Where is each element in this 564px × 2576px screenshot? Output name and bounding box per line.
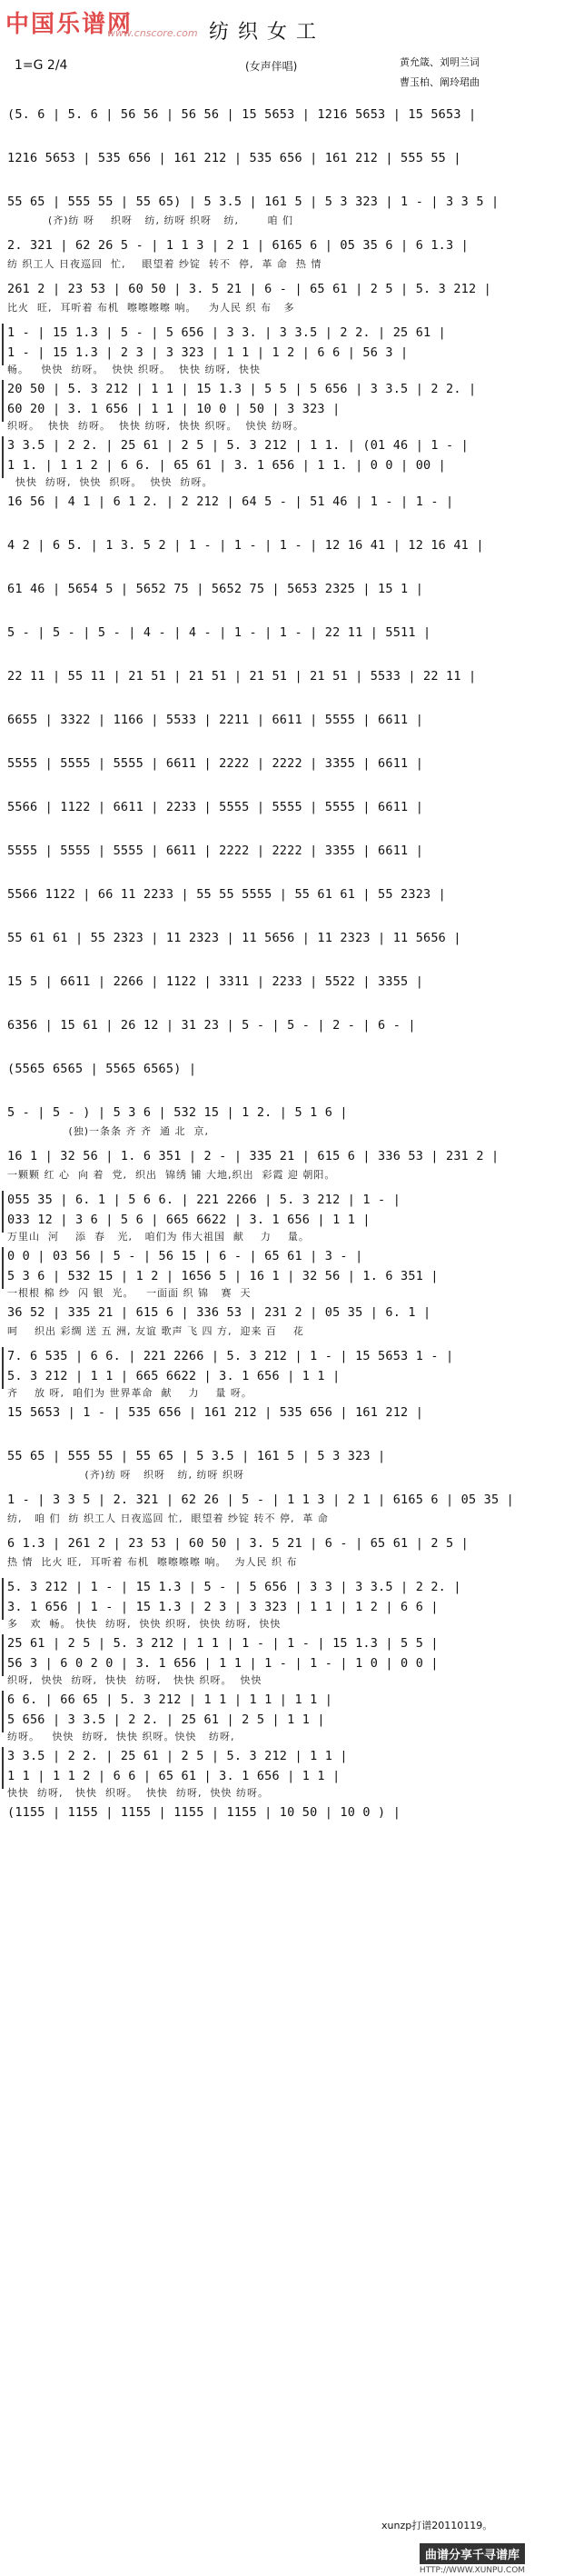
notation-line: 055 35 | 6. 1 | 5 6 6. | 221 2266 | 5. 3 212 | 1 - | [7, 1193, 401, 1207]
score-row [0, 1243, 564, 1300]
score-row [0, 1013, 564, 1056]
notation-line: 22 11 | 55 11 | 21 51 | 21 51 | 21 51 | 21 51 | 5533 | 22 11 | [7, 669, 477, 684]
lyric-line: 万里山 河 添 春 光, 咱们为 伟大祖国 献 力 量。 [7, 1231, 310, 1243]
score-row [0, 1143, 564, 1187]
lyric-line: 快快 纺呀, 快快 织呀。 快快 纺呀。 [7, 476, 213, 488]
notation-line: 1216 5653 | 535 656 | 161 212 | 535 656 | 161 212 | 555 55 | [7, 151, 461, 165]
score-row [0, 189, 564, 233]
notation-line: 55 65 | 555 55 | 55 65) | 5 3.5 | 161 5 | 5 3 323 | 1 - | 3 3 5 | [7, 195, 500, 209]
notation-line-lower: 60 20 | 3. 1 656 | 1 1 | 10 0 | 50 | 3 323 | [7, 402, 341, 416]
notation-line-lower: 5 656 | 3 3.5 | 2 2. | 25 61 | 2 5 | 1 1 | [7, 1712, 325, 1727]
composer-credit: 曹玉柏、阐玲珺曲 [400, 76, 480, 88]
score-row [0, 1531, 564, 1574]
score-row [0, 1100, 564, 1143]
brand-name: 曲谱分享千寻谱库 [420, 2543, 525, 2564]
score-row [0, 882, 564, 925]
lyric-line: 比火 旺, 耳听着 布机 嚓嚓嚓嚓 响。 为人民 织 布 多 [7, 302, 295, 314]
score-row [0, 1443, 564, 1487]
notation-line: 3 3.5 | 2 2. | 25 61 | 2 5 | 5. 3 212 | 1 1 | [7, 1749, 348, 1763]
notation-line: 6356 | 15 61 | 26 12 | 31 23 | 5 - | 5 - | 2 - | 6 - | [7, 1018, 416, 1033]
notation-line: 5566 1122 | 66 11 2233 | 55 55 5555 | 55 61 61 | 55 2323 | [7, 887, 447, 902]
lyric-line: 呵 织出 彩绸 送 五 洲, 友谊 歌声 飞 四 方, 迎来 百 花 [7, 1325, 304, 1337]
notation-line-lower: 1 1. | 1 1 2 | 6 6. | 65 61 | 3. 1 656 | 1 1. | 0 0 | 00 | [7, 458, 447, 473]
score-row [0, 751, 564, 794]
notation-line: 16 56 | 4 1 | 6 1 2. | 2 212 | 64 5 - | 51 46 | 1 - | 1 - | [7, 494, 454, 509]
score-row [0, 145, 564, 189]
score-row [0, 489, 564, 533]
notation-line: 5 - | 5 - | 5 - | 4 - | 4 - | 1 - | 1 - | 22 11 | 5511 | [7, 625, 431, 640]
notation-line: 61 46 | 5654 5 | 5652 75 | 5652 75 | 5653 2325 | 15 1 | [7, 582, 424, 596]
footer-brand[interactable] [391, 2543, 554, 2575]
notation-line: 2. 321 | 62 26 5 - | 1 1 3 | 2 1 | 6165 6 | 05 35 6 | 6 1.3 | [7, 238, 469, 253]
score-row [0, 1800, 564, 1843]
lyric-line: 快快 纺呀, 快快 织呀。 快快 纺呀, 快快 纺呀。 [7, 1787, 269, 1799]
score-row [0, 925, 564, 969]
notation-line: (5565 6565 | 5565 6565) | [7, 1062, 197, 1076]
notation-line: 55 61 61 | 55 2323 | 11 2323 | 11 5656 | 11 2323 | 11 5656 | [7, 931, 461, 945]
notation-line: 16 1 | 32 56 | 1. 6 351 | 2 - | 335 21 | 615 6 | 336 53 | 231 2 | [7, 1149, 500, 1163]
score-row [0, 102, 564, 145]
notation-line: 1 - | 3 3 5 | 2. 321 | 62 26 | 5 - | 1 1 3 | 2 1 | 6165 6 | 05 35 | [7, 1493, 514, 1507]
score-row [0, 320, 564, 376]
score-row [0, 1631, 564, 1687]
lyric-line: 热 情 比火 旺, 耳听着 布机 嚓嚓嚓嚓 响。 为人民 织 布 [7, 1556, 298, 1568]
score-row [0, 707, 564, 751]
score-row [0, 1300, 564, 1343]
transcriber-note: xunzp打谱20110119。 [381, 2520, 493, 2531]
lyric-line: 一根根 棉 纱 闪 银 光。 一面面 织 锦 赛 天 [7, 1287, 252, 1299]
score-header [0, 0, 564, 91]
score-row [0, 794, 564, 838]
lyric-line: 齐 放 呀, 咱们为 世界革命 献 力 量 呀。 [7, 1387, 252, 1399]
site-logo-url[interactable]: www.cnscore.com [107, 27, 198, 39]
score-row [0, 1400, 564, 1443]
lyric-line: 织呀。 快快 纺呀。 快快 纺呀, 快快 织呀。 快快 纺呀。 [7, 420, 304, 432]
lyric-line: (齐)纺 呀 织呀 纺, 纺呀 织呀 纺, 咱 们 [7, 215, 293, 226]
notation-line: 25 61 | 2 5 | 5. 3 212 | 1 1 | 1 - | 1 - | 15 1.3 | 5 5 | [7, 1636, 439, 1651]
notation-line: 6 1.3 | 261 2 | 23 53 | 60 50 | 3. 5 21 | 6 - | 65 61 | 2 5 | [7, 1536, 469, 1551]
lyric-line: 织呀, 快快 纺呀, 快快 纺呀, 快快 织呀。 快快 [7, 1674, 262, 1686]
score-row [0, 276, 564, 320]
score-row [0, 433, 564, 489]
notation-line-lower: 5. 3 212 | 1 1 | 665 6622 | 3. 1 656 | 1 1 | [7, 1369, 341, 1383]
notation-line-lower: 033 12 | 3 6 | 5 6 | 665 6622 | 3. 1 656 | 1 1 | [7, 1213, 371, 1227]
notation-line: 15 5653 | 1 - | 535 656 | 161 212 | 535 656 | 161 212 | [7, 1405, 424, 1420]
score-body [0, 102, 564, 1843]
notation-line: 15 5 | 6611 | 2266 | 1122 | 3311 | 2233 | 5522 | 3355 | [7, 974, 424, 989]
score-row [0, 1187, 564, 1243]
notation-line: 5. 3 212 | 1 - | 15 1.3 | 5 - | 5 656 | 3 3 | 3 3.5 | 2 2. | [7, 1580, 461, 1594]
lyric-line: (齐)纺 呀 织呀 纺, 纺呀 织呀 [7, 1469, 244, 1481]
score-row [0, 233, 564, 276]
notation-line-lower: 5 3 6 | 532 15 | 1 2 | 1656 5 | 16 1 | 32 56 | 1. 6 351 | [7, 1269, 439, 1283]
notation-line: 5555 | 5555 | 5555 | 6611 | 2222 | 2222 | 3355 | 6611 | [7, 844, 424, 858]
score-row [0, 376, 564, 433]
song-title: 纺织女工 [209, 21, 326, 44]
notation-line-lower: 1 1 | 1 1 2 | 6 6 | 65 61 | 3. 1 656 | 1 1 | [7, 1769, 341, 1783]
notation-line: 261 2 | 23 53 | 60 50 | 3. 5 21 | 6 - | 65 61 | 2 5 | 5. 3 212 | [7, 282, 491, 296]
lyricist-credit: 黄允箴、刘明兰词 [400, 56, 480, 68]
score-row [0, 1743, 564, 1800]
notation-line: (1155 | 1155 | 1155 | 1155 | 1155 | 10 50 | 10 0 ) | [7, 1805, 401, 1820]
lyric-line: 多 欢 畅。 快快 纺呀, 快快 织呀, 快快 纺呀, 快快 [7, 1618, 282, 1630]
notation-line: 0 0 | 03 56 | 5 - | 56 15 | 6 - | 65 61 | 3 - | [7, 1249, 363, 1263]
notation-line: (5. 6 | 5. 6 | 56 56 | 56 56 | 15 5653 | 1216 5653 | 15 5653 | [7, 107, 477, 122]
notation-line-lower: 3. 1 656 | 1 - | 15 1.3 | 2 3 | 3 323 | 1 1 | 1 2 | 6 6 | [7, 1600, 439, 1614]
score-row [0, 1343, 564, 1400]
lyric-line: 畅。 快快 纺呀。 快快 织呀。 快快 纺呀, 快快 [7, 364, 261, 375]
site-logo[interactable]: 中国乐谱网 [5, 11, 134, 38]
notation-line: 55 65 | 555 55 | 55 65 | 5 3.5 | 161 5 | 5 3 323 | [7, 1449, 386, 1463]
score-row [0, 576, 564, 620]
notation-line: 7. 6 535 | 6 6. | 221 2266 | 5. 3 212 | 1 - | 15 5653 1 - | [7, 1349, 454, 1363]
score-row [0, 664, 564, 707]
notation-line: 6 6. | 66 65 | 5. 3 212 | 1 1 | 1 1 | 1 1 | [7, 1692, 333, 1707]
notation-line: 6655 | 3322 | 1166 | 5533 | 2211 | 6611 | 5555 | 6611 | [7, 713, 424, 727]
score-row [0, 969, 564, 1013]
notation-line: 4 2 | 6 5. | 1 3. 5 2 | 1 - | 1 - | 1 - | 12 16 41 | 12 16 41 | [7, 538, 484, 553]
notation-line-lower: 56 3 | 6 0 2 0 | 3. 1 656 | 1 1 | 1 - | 1 - | 1 0 | 0 0 | [7, 1656, 439, 1671]
score-row [0, 838, 564, 882]
lyric-line: 纺, 咱 们 纺 织工人 日夜巡回 忙, 眼望着 纱锭 转不 停, 革 命 [7, 1513, 329, 1524]
score-row [0, 1487, 564, 1531]
key-signature: 1=G 2/4 [15, 58, 68, 73]
notation-line: 20 50 | 5. 3 212 | 1 1 | 15 1.3 | 5 5 | 5 656 | 3 3.5 | 2 2. | [7, 382, 477, 396]
score-row [0, 620, 564, 664]
score-row [0, 533, 564, 576]
notation-line: 5566 | 1122 | 6611 | 2233 | 5555 | 5555 | 5555 | 6611 | [7, 800, 424, 814]
voice-note: (女声伴唱) [245, 60, 298, 73]
lyric-line: (独)一条条 齐 齐 通 北 京, [7, 1125, 210, 1137]
score-row [0, 1056, 564, 1100]
notation-line: 36 52 | 335 21 | 615 6 | 336 53 | 231 2 | 05 35 | 6. 1 | [7, 1305, 431, 1320]
lyric-line: 纺呀。 快快 纺呀, 快快 织呀。快快 纺呀, [7, 1731, 235, 1742]
notation-line: 1 - | 15 1.3 | 5 - | 5 656 | 3 3. | 3 3.5 | 2 2. | 25 61 | [7, 325, 447, 340]
notation-line: 5555 | 5555 | 5555 | 6611 | 2222 | 2222 | 3355 | 6611 | [7, 756, 424, 771]
notation-line: 5 - | 5 - ) | 5 3 6 | 532 15 | 1 2. | 5 1 6 | [7, 1105, 348, 1120]
score-row [0, 1574, 564, 1631]
notation-line-lower: 1 - | 15 1.3 | 2 3 | 3 323 | 1 1 | 1 2 | 6 6 | 56 3 | [7, 345, 409, 360]
brand-url: HTTP://WWW.XUNPU.COM [419, 2566, 526, 2575]
score-row [0, 1687, 564, 1743]
lyric-line: 一颗颗 红 心 向 着 党, 织出 锦绣 铺 大地,织出 彩霞 迎 朝阳。 [7, 1169, 336, 1181]
notation-line: 3 3.5 | 2 2. | 25 61 | 2 5 | 5. 3 212 | 1 1. | (01 46 | 1 - | [7, 438, 469, 453]
lyric-line: 纺 织工人 日夜巡回 忙, 眼望着 纱锭 转不 停, 革 命 热 情 [7, 258, 322, 270]
